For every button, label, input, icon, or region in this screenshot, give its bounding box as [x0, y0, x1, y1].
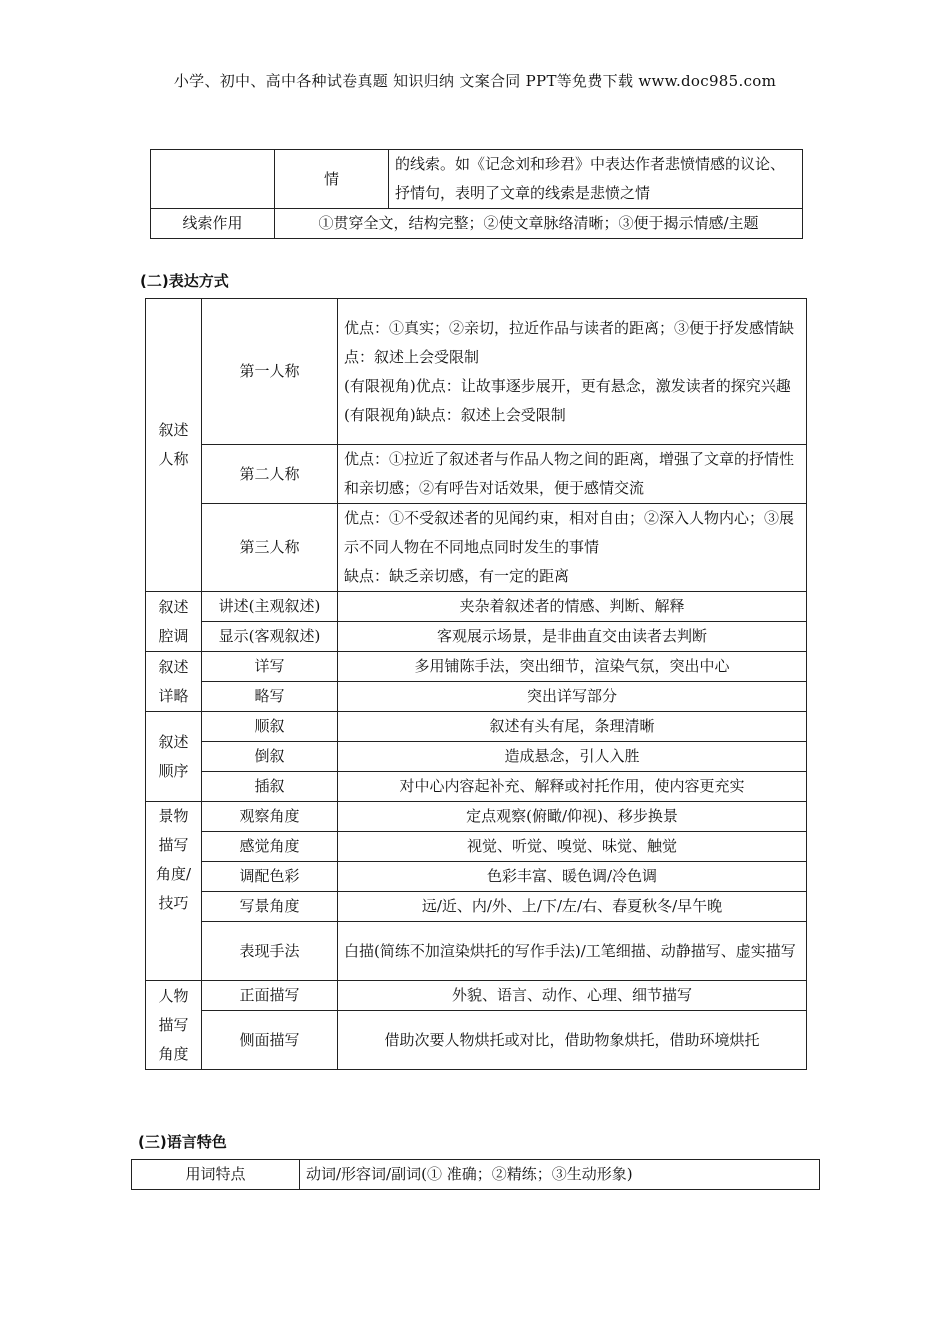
table-row — [146, 712, 807, 742]
detail-name: 略写 — [202, 682, 338, 712]
clue-desc-cell: 的线索。如《记念刘和珍君》中表达作者悲愤情感的议论、抒情句，表明了文章的线索是悲愤之情 — [389, 150, 803, 209]
scenery-desc: 色彩丰富、暖色调/冷色调 — [338, 862, 807, 892]
table-row — [146, 504, 807, 592]
order-name: 倒叙 — [202, 742, 338, 772]
second-person-desc: 优点：①拉近了叙述者与作品人物之间的距离，增强了文章的抒情性和亲切感；②有呼告对话效果，便于感情交流 — [338, 445, 807, 504]
order-desc: 造成悬念，引人入胜 — [338, 742, 807, 772]
character-name: 侧面描写 — [202, 1011, 338, 1070]
empty-cell — [151, 150, 275, 209]
word-feature-label: 用词特点 — [132, 1160, 300, 1190]
scenery-desc: 视觉、听觉、嗅觉、味觉、触觉 — [338, 832, 807, 862]
tone-name: 讲述(主观叙述) — [202, 592, 338, 622]
tone-desc: 客观展示场景，是非曲直交由读者去判断 — [338, 622, 807, 652]
narrator-label: 叙述人称 — [146, 299, 202, 592]
table-row — [146, 299, 807, 445]
word-feature-value: 动词/形容词/副词(① 准确；②精练；③生动形象) — [300, 1160, 820, 1190]
table-row — [146, 892, 807, 922]
scenery-name: 写景角度 — [202, 892, 338, 922]
table-row — [146, 802, 807, 832]
detail-desc: 多用铺陈手法，突出细节，渲染气氛，突出中心 — [338, 652, 807, 682]
expression-table — [145, 298, 807, 1070]
clue-table — [150, 149, 803, 239]
table-row — [146, 922, 807, 981]
character-label: 人物描写角度 — [146, 981, 202, 1070]
table-row — [146, 445, 807, 504]
table-row — [146, 832, 807, 862]
clue-type-cell: 情 — [275, 150, 389, 209]
first-person-desc: 优点：①真实；②亲切，拉近作品与读者的距离；③便于抒发感情缺点：叙述上会受限制 (有限视角)优点：让故事逐步展开，更有悬念，激发读者的探究兴趣 (有限视角)缺点：叙述上会受限制 — [338, 299, 807, 445]
table-row — [146, 862, 807, 892]
order-desc: 对中心内容起补充、解释或衬托作用，使内容更充实 — [338, 772, 807, 802]
table-row — [146, 742, 807, 772]
second-person-name: 第二人称 — [202, 445, 338, 504]
clue-function-value: ①贯穿全文，结构完整；②使文章脉络清晰；③便于揭示情感/主题 — [275, 209, 803, 239]
scenery-desc: 白描(简练不加渲染烘托的写作手法)/工笔细描、动静描写、虚实描写 — [338, 922, 807, 981]
order-name: 插叙 — [202, 772, 338, 802]
section-title-language: (三)语言特色 — [138, 1133, 227, 1151]
third-person-desc: 优点：①不受叙述者的见闻约束，相对自由；②深入人物内心；③展示不同人物在不同地点同时发生的事情 缺点：缺乏亲切感，有一定的距离 — [338, 504, 807, 592]
scenery-name: 感觉角度 — [202, 832, 338, 862]
table-row — [146, 1011, 807, 1070]
table-row — [146, 772, 807, 802]
detail-label: 叙述详略 — [146, 652, 202, 712]
section-title-expression: (二)表达方式 — [140, 272, 229, 290]
table-row — [151, 150, 803, 209]
scenery-label: 景物描写角度/技巧 — [146, 802, 202, 981]
detail-desc: 突出详写部分 — [338, 682, 807, 712]
third-person-name: 第三人称 — [202, 504, 338, 592]
table-row — [146, 652, 807, 682]
character-desc: 借助次要人物烘托或对比，借助物象烘托，借助环境烘托 — [338, 1011, 807, 1070]
first-person-name: 第一人称 — [202, 299, 338, 445]
order-label: 叙述顺序 — [146, 712, 202, 802]
character-desc: 外貌、语言、动作、心理、细节描写 — [338, 981, 807, 1011]
order-desc: 叙述有头有尾，条理清晰 — [338, 712, 807, 742]
table-row — [146, 592, 807, 622]
tone-desc: 夹杂着叙述者的情感、判断、解释 — [338, 592, 807, 622]
scenery-desc: 远/近、内/外、上/下/左/右、春夏秋冬/早午晚 — [338, 892, 807, 922]
order-name: 顺叙 — [202, 712, 338, 742]
table-row — [151, 209, 803, 239]
tone-label: 叙述腔调 — [146, 592, 202, 652]
table-row — [146, 981, 807, 1011]
table-row — [146, 682, 807, 712]
table-row — [146, 622, 807, 652]
scenery-name: 观察角度 — [202, 802, 338, 832]
scenery-name: 表现手法 — [202, 922, 338, 981]
scenery-name: 调配色彩 — [202, 862, 338, 892]
page-header: 小学、初中、高中各种试卷真题 知识归纳 文案合同 PPT等免费下载 www.doc985.com — [173, 72, 777, 90]
detail-name: 详写 — [202, 652, 338, 682]
character-name: 正面描写 — [202, 981, 338, 1011]
scenery-desc: 定点观察(俯瞰/仰视)、移步换景 — [338, 802, 807, 832]
tone-name: 显示(客观叙述) — [202, 622, 338, 652]
language-table — [131, 1159, 820, 1190]
clue-function-label: 线索作用 — [151, 209, 275, 239]
table-row — [132, 1160, 820, 1190]
